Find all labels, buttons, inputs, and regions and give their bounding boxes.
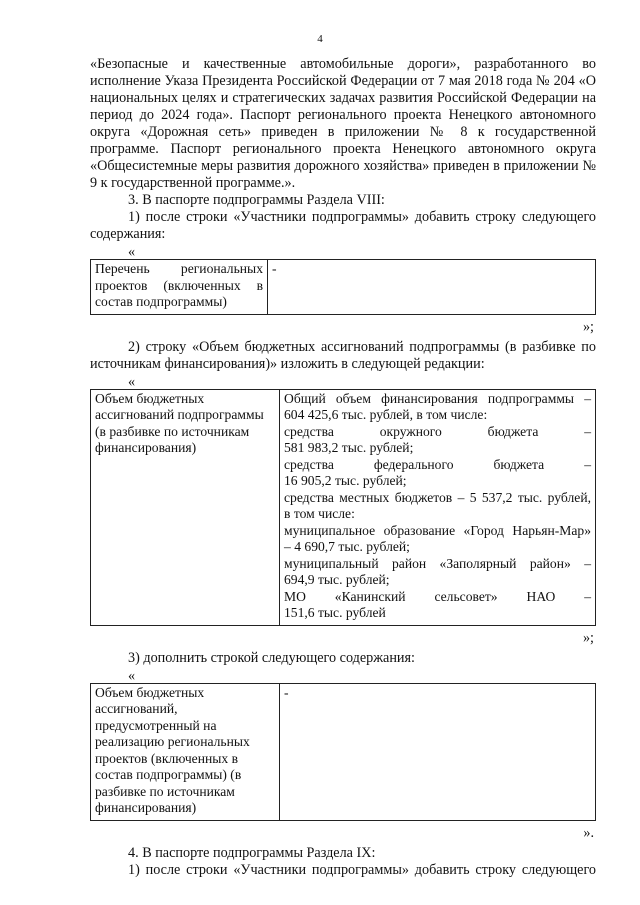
financing-line: – 4 690,7 тыс. рублей; (284, 539, 410, 554)
table-value-cell: - (268, 260, 596, 315)
regional-allocations-label: Объем бюджетных ассигнований, предусмотренный на реализацию региональных проектов (включенных в состав подпрограммы) (в разбивке по источникам финансирования) (95, 684, 250, 815)
table-row (91, 683, 596, 820)
item-4-text: 1) после строки «Участники подпрограммы» добавить строку следующего (128, 861, 596, 878)
table-budget-allocations (90, 389, 596, 626)
table-value-cell (280, 389, 596, 625)
budget-allocations-label: Объем бюджетных ассигнований подпрограммы (в разбивке по источникам финансирования) (95, 390, 264, 455)
intro-paragraph: «Безопасные и качественные автомобильные дороги», разработанного во исполнение Указа Президента Российской Федерации от 7 мая 2018 года № 204 «О национальных целях и стратегических задачах развития Российской Федерации на период до 2024 года». Паспорт регионального проекта Ненецкого автономного округа «Дорожная сеть» приведен в приложении № 8 к государственной программе. Паспорт регионального проекта Ненецкого автономного округа «Общесистемные меры развития дорожного хозяйства» приведен в приложении № 9 к государственной программе.». (90, 56, 596, 191)
financing-line: средства федерального бюджета – (284, 456, 591, 472)
document-body (90, 56, 596, 879)
open-quote-2: « (128, 373, 136, 390)
table-label-cell (91, 389, 280, 625)
close-quote-2: »; (582, 629, 594, 646)
page-number: 4 (317, 33, 323, 45)
financing-line: в том числе: (284, 506, 355, 521)
financing-line: 604 425,6 тыс. рублей, в том числе: (284, 407, 488, 422)
item-2-text: 2) строку «Объем бюджетных ассигнований подпрограммы (в разбивке по источникам финансирования)» изложить в следующей редакции: (90, 338, 596, 372)
financing-line: 151,6 тыс. рублей (284, 605, 386, 620)
close-quote-3: ». (583, 824, 594, 841)
financing-line: 581 983,2 тыс. рублей; (284, 440, 414, 455)
item-3-text: 3) дополнить строкой следующего содержания: (128, 649, 415, 666)
close-quote-1: »; (582, 318, 594, 335)
item-1-text: 1) после строки «Участники подпрограммы» добавить строку следующего содержания: (90, 209, 596, 242)
table-row (91, 260, 596, 315)
table-label-cell (91, 683, 280, 820)
financing-line: муниципальный район «Заполярный район» – (284, 555, 591, 571)
regional-projects-label: Перечень региональных проектов (включенных в состав подпрограммы) (95, 261, 263, 309)
section-3-heading: 3. В паспорте подпрограммы Раздела VIII: (128, 192, 385, 208)
financing-line: Общий объем финансирования подпрограммы – (284, 390, 591, 406)
table-label-cell (91, 260, 268, 315)
financing-line: 16 905,2 тыс. рублей; (284, 473, 407, 488)
table-row (91, 389, 596, 625)
open-quote-3: « (128, 667, 136, 684)
table-regional-projects (90, 259, 596, 315)
table-value-cell: - (280, 683, 596, 820)
financing-line: средства окружного бюджета – (284, 423, 591, 439)
open-quote-1: « (128, 244, 136, 260)
section-4-heading: 4. В паспорте подпрограммы Раздела IX: (128, 844, 376, 861)
financing-line: 694,9 тыс. рублей; (284, 572, 390, 587)
financing-line: муниципальное образование «Город Нарьян-Мар» (284, 522, 591, 538)
financing-line: средства местных бюджетов – 5 537,2 тыс. рублей, (284, 489, 591, 505)
financing-line: МО «Канинский сельсовет» НАО – (284, 588, 591, 604)
table-regional-project-allocations (90, 683, 596, 821)
